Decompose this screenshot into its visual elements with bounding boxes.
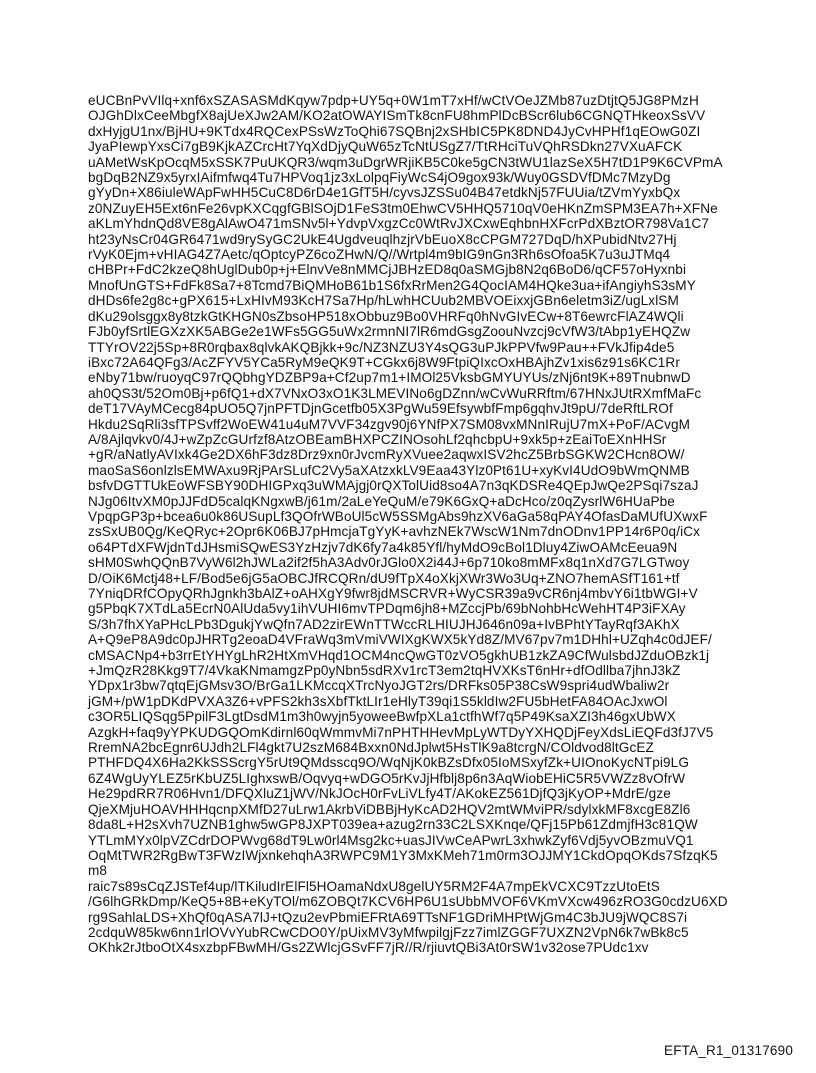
text-line: MnofUnGTS+FdFk8Sa7+8Tcmd7BiQMHoB61b1S6fxRrMen2G4QocIAM4HQke3ua+ifAngiyhS3sMY: [88, 277, 696, 293]
text-line: D/OiK6Mctj48+LF/Bod5e6jG5aOBCJfRCQRn/dU9fTpX4oXkjXWr3Wo3Uq+ZNO7hemASfT161+tf: [88, 570, 680, 586]
text-line: /G6lhGRkDmp/KeQ5+8B+eKyTOl/m6ZOBQt7KCV6HP6U1sUbbMVOF6VKmVXcw496zRO3G0cdzU6XD: [88, 894, 728, 910]
text-line: deT17VAyMCecg84pUO5Q7jnPFTDjnGcetfb05X3PgWu59EfsywbfFmp6gqhvJt9pU/7deRftLROf: [88, 401, 673, 417]
text-line: c3OR5LIQSqg5PpilF3LgtDsdM1m3h0wyjn5yoweeBwfpXLa1ctfhWf7q5P49KsaXZI3h46gxUbWX: [88, 709, 676, 725]
text-line: cHBPr+FdC2kzeQ8hUglDub0p+j+ElnvVe8nMMCjJBHzED8q0aSMGjb8N2q6BoD6/qCF57oHyxnbi: [88, 262, 687, 278]
text-line: rg9SahlaLDS+XhQf0qASA7lJ+tQzu2evPbmiEFRtA69TTsNF1GDriMHPtWjGm4C3bJU9jWQC8S7i: [88, 909, 688, 925]
text-line: FJb0yfSrtlEGXzXK5ABGe2e1WFs5GG5uWx2rmnNI7lR6mdGsgZoouNvzcj9cVfW3/tAbp1yEHQZw: [88, 324, 691, 340]
text-line: jGM+/pW1pDKdPVXA3Z6+vPFS2kh3sXbfTktLIr1eHlyT39qi1S5kldIw2FU5bHetFA84OAcJxwOl: [88, 693, 668, 709]
text-line: OKhk2rJtboOtX4sxzbpFBwMH/Gs2ZWlcjGSvFF7jR//R/rjiuvtQBi3At0rSW1v32ose7PUdc1xv: [88, 940, 649, 956]
text-line: AzgkH+faq9yYPKUDGQOmKdirnl60qWmmvMi7nPHTHHevMpLyWTDyYXHQDjFeyXdsLiEQFd3fJ7V5: [88, 724, 714, 740]
text-line: He29pdRR7R06Hvn1/DFQXluZ1jWV/NkJOcH0rFvLiVLfy4T/AKokEZ561DjfQ3jKyOP+MdrE/gze: [88, 786, 671, 802]
text-line: ah0QS3t/52Om0Bj+p6fQ1+dX7VNxO3xO1K3LMEVINo6gDZnn/wCvWuRRftm/67HNxJUtRXmfMaFc: [88, 385, 702, 401]
text-line: 2cdquW85kw6nn1rlOVvYubRCwCDO0Y/pUixMV3yMfwpilgjFzz7imlZGGF7UXZN2VpN6k7wBk8c5: [88, 924, 689, 940]
text-line: dKu29olsggx8y8tzkGtKHGN0sZbsoHP518xObbuz9Bo0VHRFq0hNvGIvECw+8T6ewrcFlAZ4WQli: [88, 308, 684, 324]
text-line: iBxc72A64QFg3/AcZFYV5YCa5RyM9eQK9T+CGkx6j8W9FtpiQIxcOxHBAjhZv1xis6z91s6KC1Rr: [88, 354, 680, 370]
text-line: o64PTdXFWjdnTdJHsmiSQwES3YzHzjv7dK6fy7a4k85Yfl/hyMdO9cBol1Dluy4ZiwOAMcEeua9N: [88, 539, 678, 555]
text-line: gYyDn+X86iuleWApFwHH5CuC8D6rD4e1GfT5H/cyvsJZSSu04B47etdkNj57FUUia/tZVmYyxbQx: [88, 185, 681, 201]
text-line: VpqpGP3p+bcea6u0k86USupLf3QOfrWBoUl5cW5SSMgAbs9hzXV6aGa58qPAY4OfasDaMUfUXwxF: [88, 508, 708, 524]
text-line: PTHFDQ4X6Ha2KkSSScrgY5rUt9QMdsscq9O/WqNjK0kBZsDfx05IoMSxyfZk+UIOnoKycNTpi9LG: [88, 755, 689, 771]
text-line: bgDqB2NZ9x5yrxIAifmfwq4Tu7HPVoq1jz3xLolpqFiyWcS4jO9gox93k/Wuy0GSDVfDMc7MzyDg: [88, 170, 671, 186]
text-line: m8: [88, 863, 108, 879]
text-line: A/8Ajlqvkv0/4J+wZpZcGUrfzf8AtzOBEamBHXPCZINOsohLf2qhcbpU+9xk5p+zEaiToEXnHHSr: [88, 431, 667, 447]
bates-stamp: EFTA_R1_01317690: [664, 1043, 794, 1058]
text-line: +gR/aNatlyAVIxk4Ge2DX6hF3dz8Drz9xn0rJvcmRyXVuee2aqwxISV2hcZ5BrbSGKW2CHcn8OW/: [88, 447, 685, 463]
text-line: YDpx1r3bw7qtqEjGMsv3O/BrGa1LKMccqXTrcNyoJGT2rs/DRFks05P38CsW9spri4udWbaliw2r: [88, 678, 670, 694]
text-line: dHDs6fe2g8c+gPX615+LxHIvM93KcH7Sa7Hp/hLwhHCUub2MBVOEixxjGBn6eletm3iZ/ugLxlSM: [88, 293, 679, 309]
text-line: sHM0SwhQQnB7VyW6l2hJWLa2if2f5hA3Adv0rJGlo0X2i44J+6p710ko8mMFx8q1nXd7G7LGTwoy: [88, 555, 690, 571]
text-line: 7YniqDRfCOpyQRhJgnkh3bAlZ+oAHXgY9fwr8jdMSCRVR+WyCSR39a9vCR6nj4mbvY6i1tbWGI+V: [88, 586, 698, 601]
text-line: eNby71bw/ruoyqC97rQQbhgYDZBP9a+Cf2up7m1+IMOl25VksbGMYUYUs/zNj6nt9K+89TnubnwD: [88, 370, 691, 386]
text-line: QjeXMjuHOAVHHHqcnpXMfD27uLrw1AkrbViDBBjHyKcAD2HQV2mtWMviPR/sdylxkMF8xcgE8Zl6: [88, 801, 691, 817]
text-line: +JmQzR28Kkg9T7/4VkaKNmamgzPp0yNbn5sdRXv1rcT3em2tqHVXKsT6nHr+dfOdllba7jhnJ3kZ: [88, 663, 681, 679]
text-line: A+Q9eP8A9dc0pJHRTg2eoaD4VFraWq3mVmiVWIXgKWX5kYd8Z/MV67pv7m1DHhl+UZqh4c0dJEF/: [88, 632, 712, 648]
text-line: Hkdu2SqRli3sfTPSvff2WoEW41u4uM7VVF34zgv90j6YNfPX7SM08vxMNnIRujU7mX+PoF/ACvgM: [88, 416, 691, 432]
text-line: S/3h7fhXYaPHcLPb3DgukjYwQfn7AD2zirEWnTTWccRLHIUJHJ646n09a+IvBPhtYTayRqf3AKhX: [88, 616, 680, 632]
text-line: uAMetWsKpOcqM5xSSK7PuUKQR3/wqm3uDgrWRjiKB5C0ke5gCN3tWU1lazSeX5H7tD1P9K6CVPmA: [88, 154, 723, 170]
text-line: RremNA2bcEgnr6UJdh2LFl4gkt7U2szM684Bxxn0NdJplwt5HsTlK9a8tcrgN/COldvod8ltGcEZ: [88, 740, 654, 756]
encoded-text-block: [88, 93, 748, 956]
text-line: YTLmMYx0lpVZCdrDOPWvg68dT9Lw0rl4Msg2kc+uasJIVwCeAPwrL3xhwkZyf6Vdj5yvOBzmuVQ1: [88, 832, 694, 848]
text-line: ht23yNsCr04GR6471wd9rySyGC2UkE4UgdveuqlhzjrVbEuoX8cCPGM727DqD/hXPubidNtv27Hj: [88, 231, 677, 247]
text-line: aKLmYhdnQd8VE8gAlAwO471mSNv5l+YdvpVxgzCc0WtRvJXCxwEqhbnHXFcrPdXBztOR798Va1C7: [88, 216, 709, 232]
text-line: zsSxUB0Qg/KeQRyc+2Opr6K06BJ7pHmcjaTgYyK+avhzNEk7WscW1Nm7dnODnv1PP14r6P0q/iCx: [88, 524, 701, 540]
text-line: rVyK0Ejm+vHIAG4Z7Aetc/qOptcyPZ6coZHwN/Q//Wrtpl4m9bIG9nGn3Rh6sOfoa5K7u3uJTMq4: [88, 247, 671, 263]
text-line: raic7s89sCqZJSTef4up/lTKiludIrElFl5HOamaNdxU8gelUY5RM2F4A7mpEkVCXC9TzzUtoEtS: [88, 878, 660, 894]
text-line: maoSaS6onlzlsEMWAxu9RjPArSLufC2Vy5aXAtzxkLV9Eaa43Ylz0Pt61U+xyKvI4UdO9bWmQNMB: [88, 462, 690, 478]
text-line: NJg06ItvXM0pJJFdD5calqKNgxwB/j61m/2aLeYeQuM/e79K6GxQ+aDcHco/z0qZysrlW6HUaPbe: [88, 493, 675, 509]
text-line: TTYrOV22j5Sp+8R0rqbax8qlvkAKQBjkk+9c/NZ3NZU3Y4sQG3uPJkPPVfw9Pau++FVkJfip4de5: [88, 339, 675, 355]
text-line: eUCBnPvVIlq+xnf6xSZASASMdKqyw7pdp+UY5q+0W1mT7xHf/wCtVOeJZMb87uzDtjtQ5JG8PMzH: [88, 93, 699, 108]
text-line: cMSACNp4+b3rrEtYHYgLhR2HtXmVHqd1OCM4ncQwGT0zVO5gkhUB1zkZA9CfWulsbdJZduOBzk1j: [88, 647, 710, 663]
text-line: bsfvDGTTUkEoWFSBY90DHIGPxq3uWMAjgj0rQXTolUid8so4A7n3qKDSRe4QEpJwQe2PSqi7szaJ: [88, 478, 699, 494]
text-line: g5PbqK7XTdLa5EcrN0AlUda5vy1ihVUHI6mvTPDqm6jh8+MZccjPb/69bNohbHcWehHT4P3iFXAy: [88, 601, 686, 617]
text-line: dxHyjgU1nx/BjHU+9KTdx4RQCexPSsWzToQhi67SQBnj2xSHbIC5PK8DND4JyCvHPHf1qEOwG0ZI: [88, 123, 701, 139]
text-line: 8da8L+H2sXvh7UZNB1ghw5wGP8JXPT039ea+azug2rn33C2LSXKnqe/QFj15Pb61ZdmjfH3c81QW: [88, 817, 698, 833]
text-line: 6Z4WgUyYLEZ5rKbUZ5LIghxswB/Oqvyq+wDGO5rKvJjHfblj8p6n3AqWiobEHiC5R5VWZz8vOfrW: [88, 770, 686, 786]
text-line: z0NZuyEH5Ext6nFe26vpKXCqgfGBlSOjD1FeS3tm0EhwCV5HHQ5710qV0eHKnZmSPM3EA7h+XFNe: [88, 200, 718, 216]
text-line: OJGhDlxCeeMbgfX8ajUeXJw2AM/KO2atOWAYISmTk8cnFU8hmPlDcBScr6lub6CGNQTHkeoxSsVV: [88, 108, 706, 124]
text-line: OqMtTWR2RgBwT3FWzIWjxnkehqhA3RWPC9M1Y3MxKMeh71m0rm3OJJMY1CkdOpqOKds7SfzqK5: [88, 847, 718, 863]
text-line: JyaPIewpYxsCi7gB9KjkAZCrcHt7YqXdDjyQuW65zTcNtUSgZ7/TtRHciTuVQhRSDkn27VXuAFCK: [88, 139, 683, 155]
